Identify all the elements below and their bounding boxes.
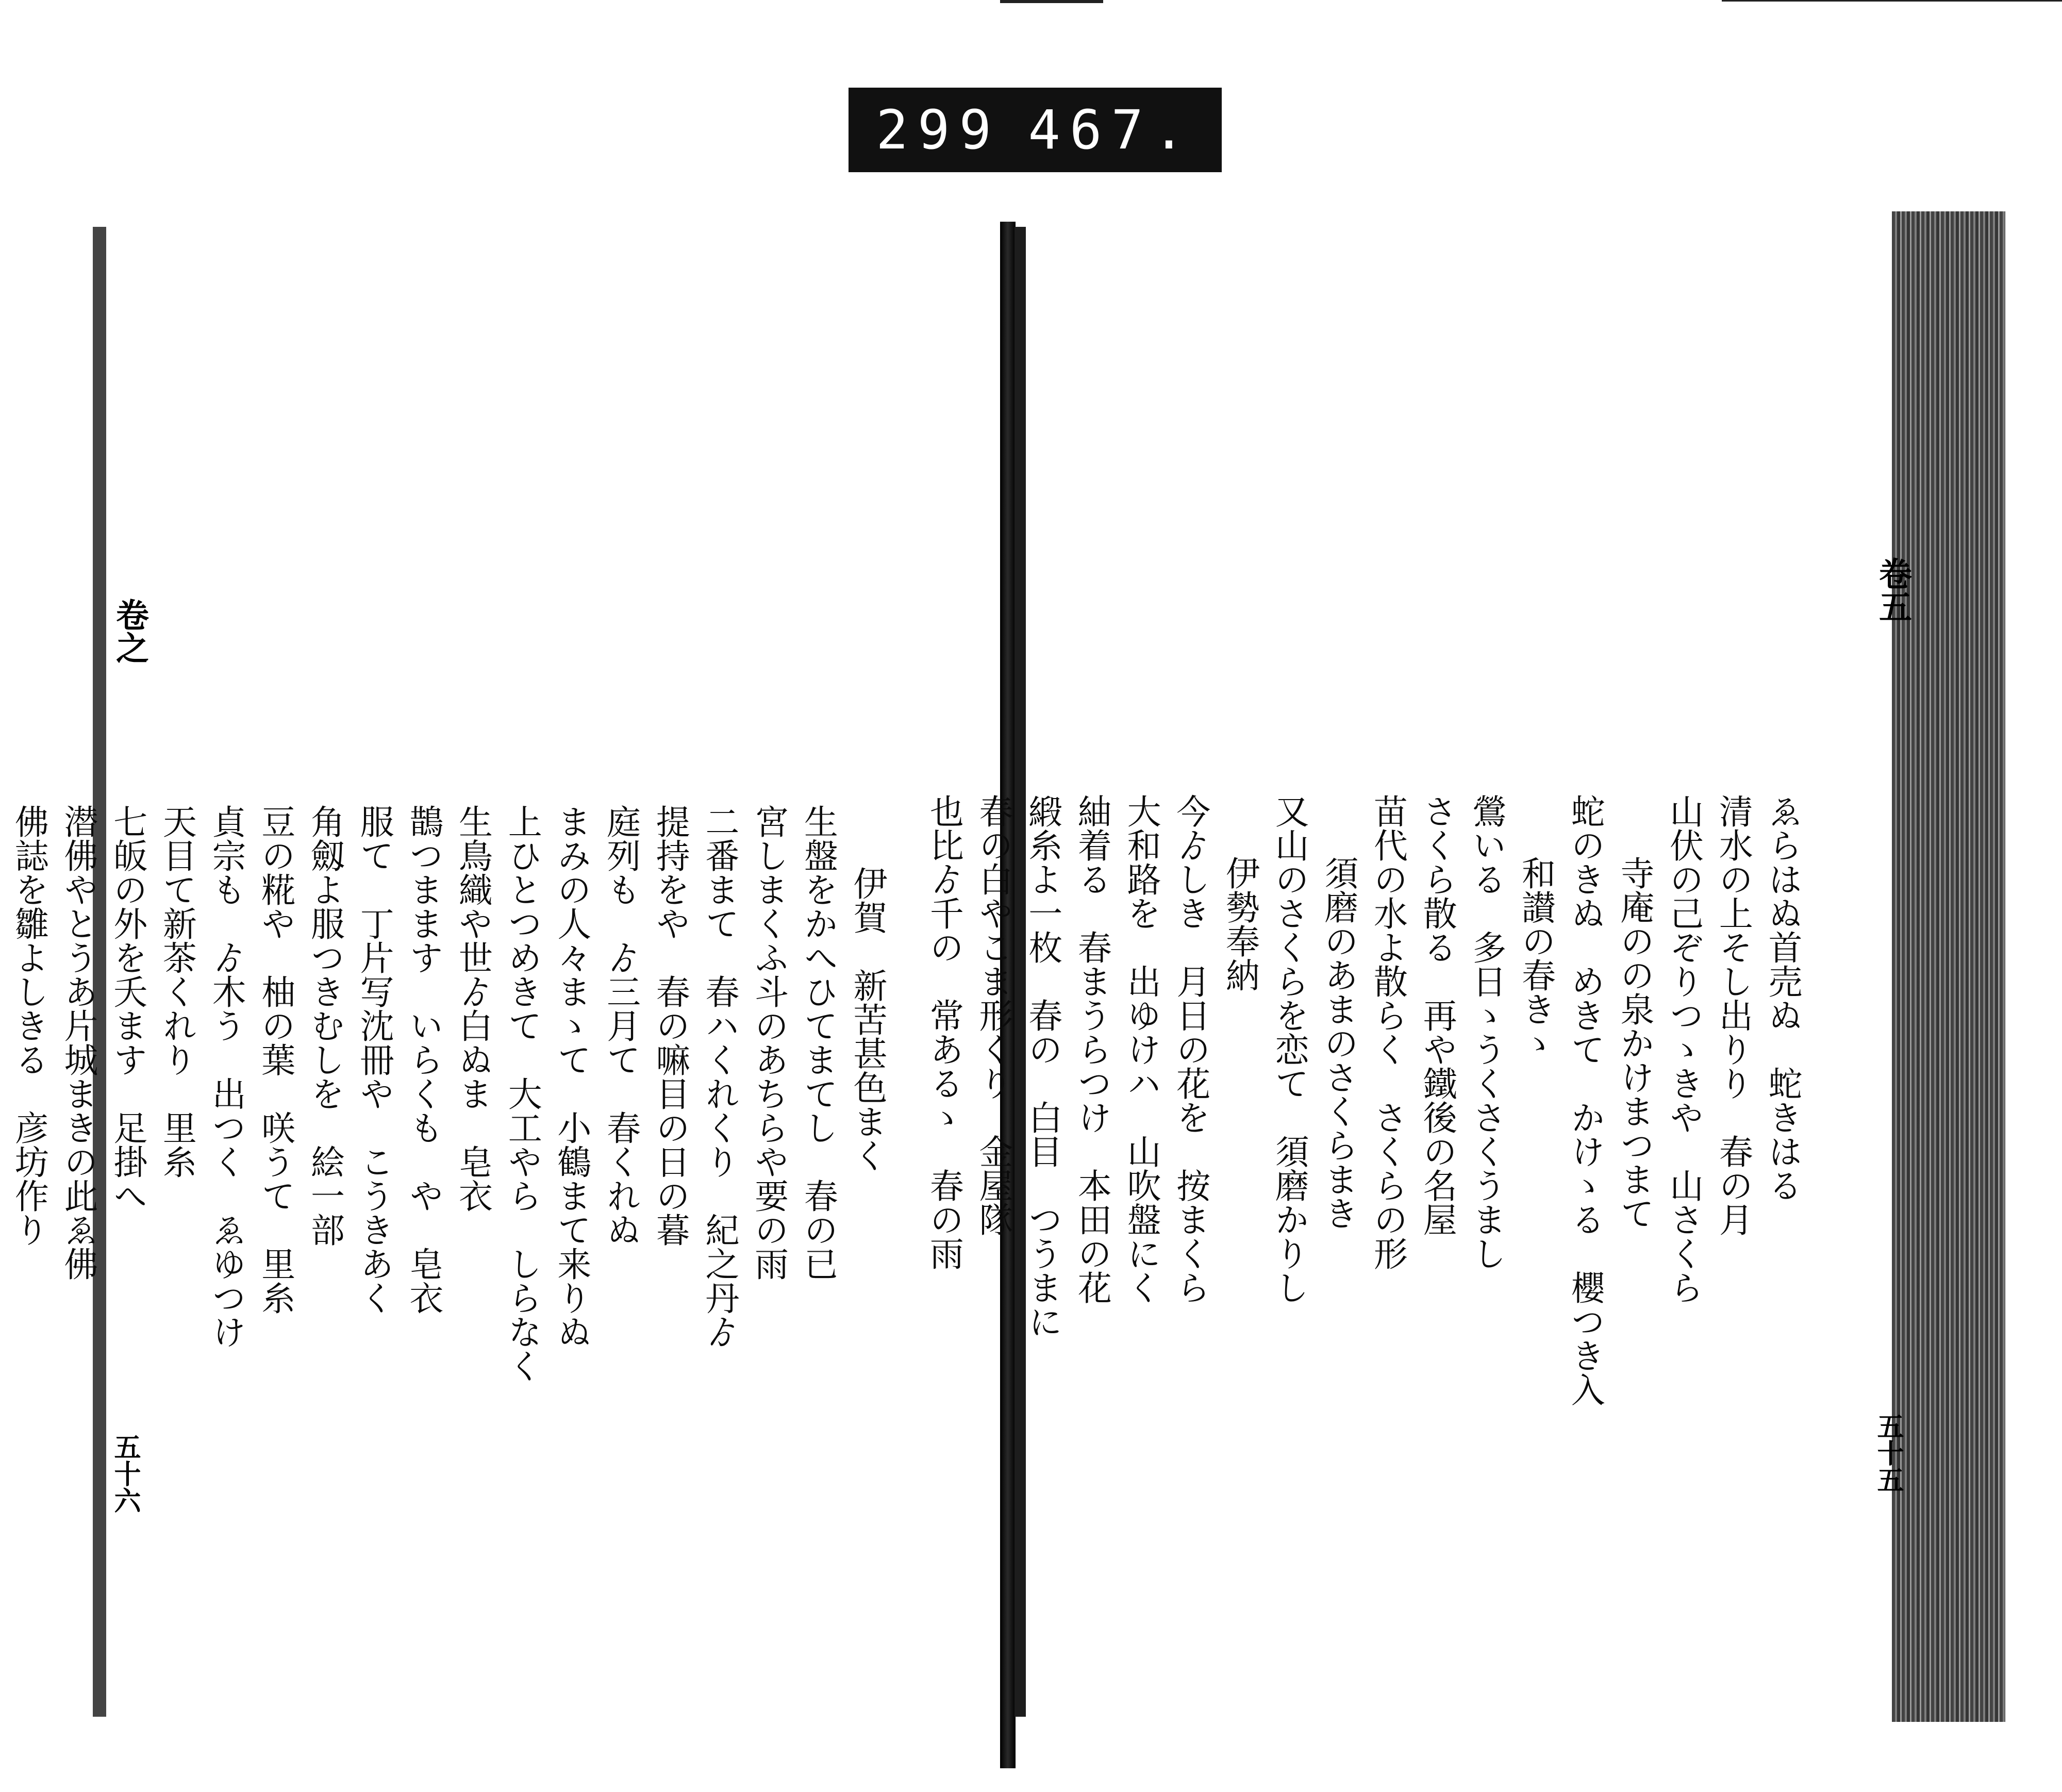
frame-number-right: 467. (1028, 98, 1194, 161)
text-column: 須磨のあまのさくらまき (1318, 856, 1358, 1230)
left-margin-folio-number: 五十六 (109, 1433, 141, 1514)
text-column: 緞糸よ一枚 春の 白目 つうまに (1022, 794, 1062, 1338)
top-rule-right (1722, 0, 2062, 2)
text-column: 紬着る 春まうらつけ 本田の花 (1072, 794, 1112, 1304)
text-column: さくら散る 再や鐵後の名屋 (1417, 794, 1457, 1236)
text-column: 清水の上そし出りり 春の月 (1713, 794, 1753, 1236)
left-margin-volume-label: 卷之 (110, 598, 149, 664)
text-column: 鶯いる 多日ゝうくさくうまし (1466, 794, 1506, 1270)
text-column: 今ゟしき 月日の花を 按まくら (1170, 794, 1210, 1304)
frame-number-label (849, 88, 1222, 172)
right-margin-volume-label: 卷五 (1873, 557, 1912, 623)
text-column: 天目て新茶くれり 里糸 (157, 804, 197, 1179)
text-column: 生鳥織や世ゟ白ぬま 皂衣 (453, 804, 493, 1213)
page-edges (1892, 211, 2005, 1722)
text-column: 宮しまくふ斗のあちらや要の雨 (749, 804, 789, 1281)
text-column: 服て 丁片写沈冊や こうきあく (354, 804, 394, 1315)
text-column: 和讃の春きゝ (1516, 856, 1556, 1060)
right-margin-folio-number: 五十五 (1872, 1413, 1904, 1493)
text-column: 鵲つまます いらくも や 皂衣 (403, 804, 443, 1315)
text-column: まみの人々まゝて 小鶴まて来りぬ (551, 804, 591, 1349)
text-column: 豆の糀や 柚の葉 咲うて 里糸 (255, 804, 295, 1315)
frame-number-left: 299 (876, 98, 1001, 161)
top-rule-left (1000, 0, 1103, 3)
text-column: 寺庵のの泉かけまつまて (1614, 856, 1654, 1230)
text-column: 佛誌を雛よしきる 彦坊作り (9, 804, 49, 1247)
text-column: 庭列も ゟ三月て 春くれぬ (601, 804, 641, 1247)
text-column: ゑらはぬ首売ぬ 蛇きはる (1762, 794, 1802, 1202)
text-column: 角劔よ服つきむしを 絵一部 (305, 804, 345, 1247)
text-column: 二番まて 春ハくれくり 紀之丹ゟ (699, 804, 739, 1349)
text-column: 也比ゟ千の 常あるゝ 春の雨 (924, 794, 964, 1270)
text-column: 苗代の水よ散らく さくらの形 (1368, 794, 1408, 1270)
text-column: 伊賀 新苦甚色まく (847, 866, 887, 1172)
text-column: 春の白やこま形くり 金屋隊 (973, 794, 1013, 1236)
text-column: 山伏の己ぞりつゝきや 山さくら (1664, 794, 1704, 1304)
text-column: 蛇のきぬ めきて かけゝる 櫻つき入 (1565, 794, 1605, 1406)
text-column: 生盤をかへひてまてし 春の已 (798, 804, 838, 1281)
text-column: 潜佛やとうあ片城まきの此ゑ佛 (58, 804, 98, 1281)
text-column: 又山のさくらを恋て 須磨かりし (1269, 794, 1309, 1304)
right-page-text (924, 794, 1807, 1495)
text-column: 伊勢奉納 (1220, 856, 1260, 992)
text-column: 上ひとつめきて 大工やら しらなく (502, 804, 542, 1383)
text-column: 提持をや 春の嘛目の日の暮 (650, 804, 690, 1247)
text-column: 七皈の外を夭ます 足掛へ (107, 804, 147, 1213)
text-column: 貞宗も ゟ木う 出つく ゑゆつけ (206, 804, 246, 1349)
text-column: 大和路を 出ゆけハ 山吹盤にく (1121, 794, 1161, 1304)
